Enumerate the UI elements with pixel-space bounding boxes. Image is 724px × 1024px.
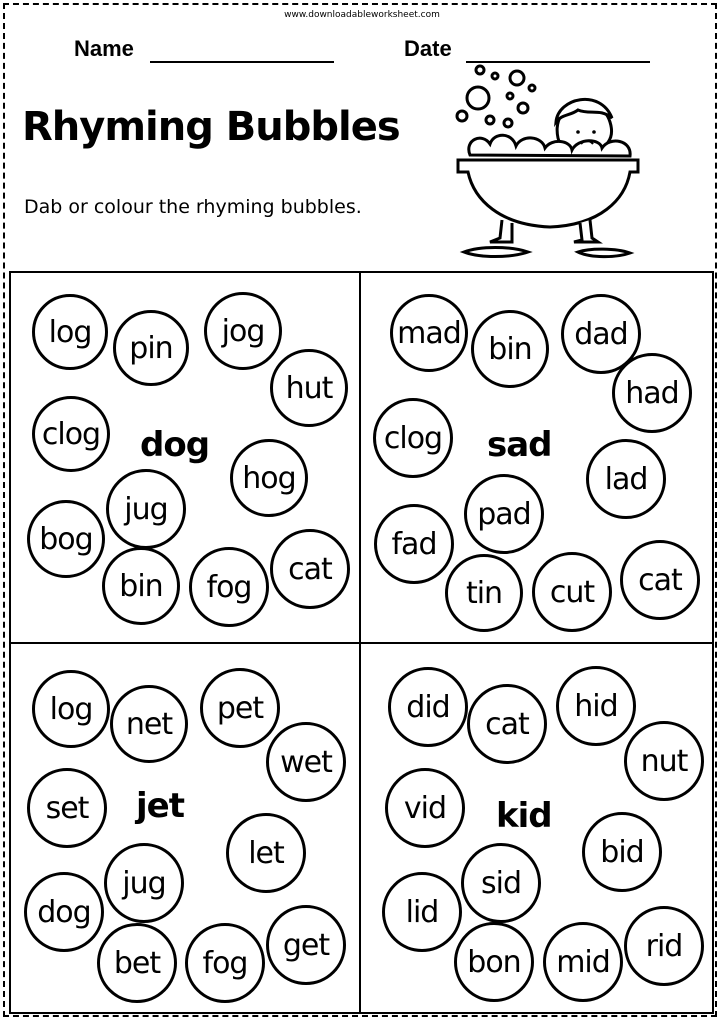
target-word: jet (136, 786, 184, 826)
word-bubble[interactable]: pet (200, 668, 280, 748)
word-bubble[interactable]: lid (382, 872, 462, 952)
bubble-deco (504, 119, 512, 127)
water-puddle (578, 249, 630, 257)
bubble-deco (492, 73, 498, 79)
word-bubble[interactable]: bin (102, 547, 180, 625)
word-bubble[interactable]: did (388, 667, 468, 747)
word-bubble[interactable]: jug (104, 843, 184, 923)
word-bubble[interactable]: net (110, 685, 188, 763)
target-word: kid (496, 796, 552, 836)
word-bubble[interactable]: jog (204, 292, 282, 370)
word-bubble[interactable]: bid (582, 812, 662, 892)
target-word: sad (487, 425, 552, 465)
word-bubble[interactable]: log (32, 294, 108, 370)
word-bubble[interactable]: wet (266, 722, 346, 802)
water-puddle (464, 248, 528, 257)
word-bubble[interactable]: pin (113, 310, 189, 386)
word-bubble[interactable]: mad (390, 294, 468, 372)
word-bubble[interactable]: had (612, 353, 692, 433)
word-bubble[interactable]: clog (32, 396, 110, 472)
word-bubble[interactable]: tin (445, 554, 523, 632)
word-bubble[interactable]: rid (624, 906, 704, 986)
word-bubble[interactable]: sid (461, 843, 541, 923)
word-bubble[interactable]: hog (230, 439, 308, 517)
bubble-deco (486, 116, 494, 124)
word-bubble[interactable]: clog (373, 398, 453, 478)
word-bubble[interactable]: cat (270, 529, 350, 609)
word-bubble[interactable]: mid (543, 922, 623, 1002)
word-bubble[interactable]: jug (106, 469, 186, 549)
word-bubble[interactable]: bog (27, 500, 105, 578)
word-bubble[interactable]: cat (467, 684, 547, 764)
word-bubble[interactable]: fad (374, 504, 454, 584)
word-bubble[interactable]: vid (385, 768, 465, 848)
word-bubble[interactable]: cat (620, 540, 700, 620)
instruction-text: Dab or colour the rhyming bubbles. (24, 196, 362, 218)
word-bubble[interactable]: dad (561, 294, 641, 374)
bubble-deco (518, 103, 528, 113)
page-title: Rhyming Bubbles (22, 104, 400, 150)
word-bubble[interactable]: let (226, 813, 306, 893)
word-bubble[interactable]: lad (586, 439, 666, 519)
tub-body (458, 160, 638, 227)
word-bubble[interactable]: bin (471, 310, 549, 388)
bubble-deco (510, 71, 524, 85)
word-bubble[interactable]: set (27, 768, 107, 848)
bubble-deco (507, 93, 513, 99)
word-bubble[interactable]: fog (185, 923, 265, 1003)
word-bubble[interactable]: bet (97, 923, 177, 1003)
word-bubble[interactable]: nut (624, 721, 704, 801)
name-field[interactable] (150, 61, 334, 63)
word-bubble[interactable]: pad (464, 474, 544, 554)
word-bubble[interactable]: get (266, 905, 346, 985)
bubble-deco (457, 111, 467, 121)
bathtub-illustration (450, 60, 650, 265)
word-bubble[interactable]: bon (454, 922, 534, 1002)
word-bubble[interactable]: dog (24, 872, 104, 952)
word-bubble[interactable]: hut (270, 349, 348, 427)
tub-foot-left (490, 220, 512, 242)
website-url: www.downloadableworksheet.com (284, 10, 440, 20)
date-label: Date (404, 36, 452, 61)
word-bubble[interactable]: cut (532, 552, 612, 632)
name-label: Name (74, 36, 134, 61)
bubble-deco (529, 85, 535, 91)
target-word: dog (140, 425, 210, 465)
word-bubble[interactable]: hid (556, 666, 636, 746)
word-bubble[interactable]: log (32, 670, 110, 748)
bubble-deco (467, 87, 489, 109)
bubble-deco (476, 66, 484, 74)
word-bubble[interactable]: fog (189, 547, 269, 627)
